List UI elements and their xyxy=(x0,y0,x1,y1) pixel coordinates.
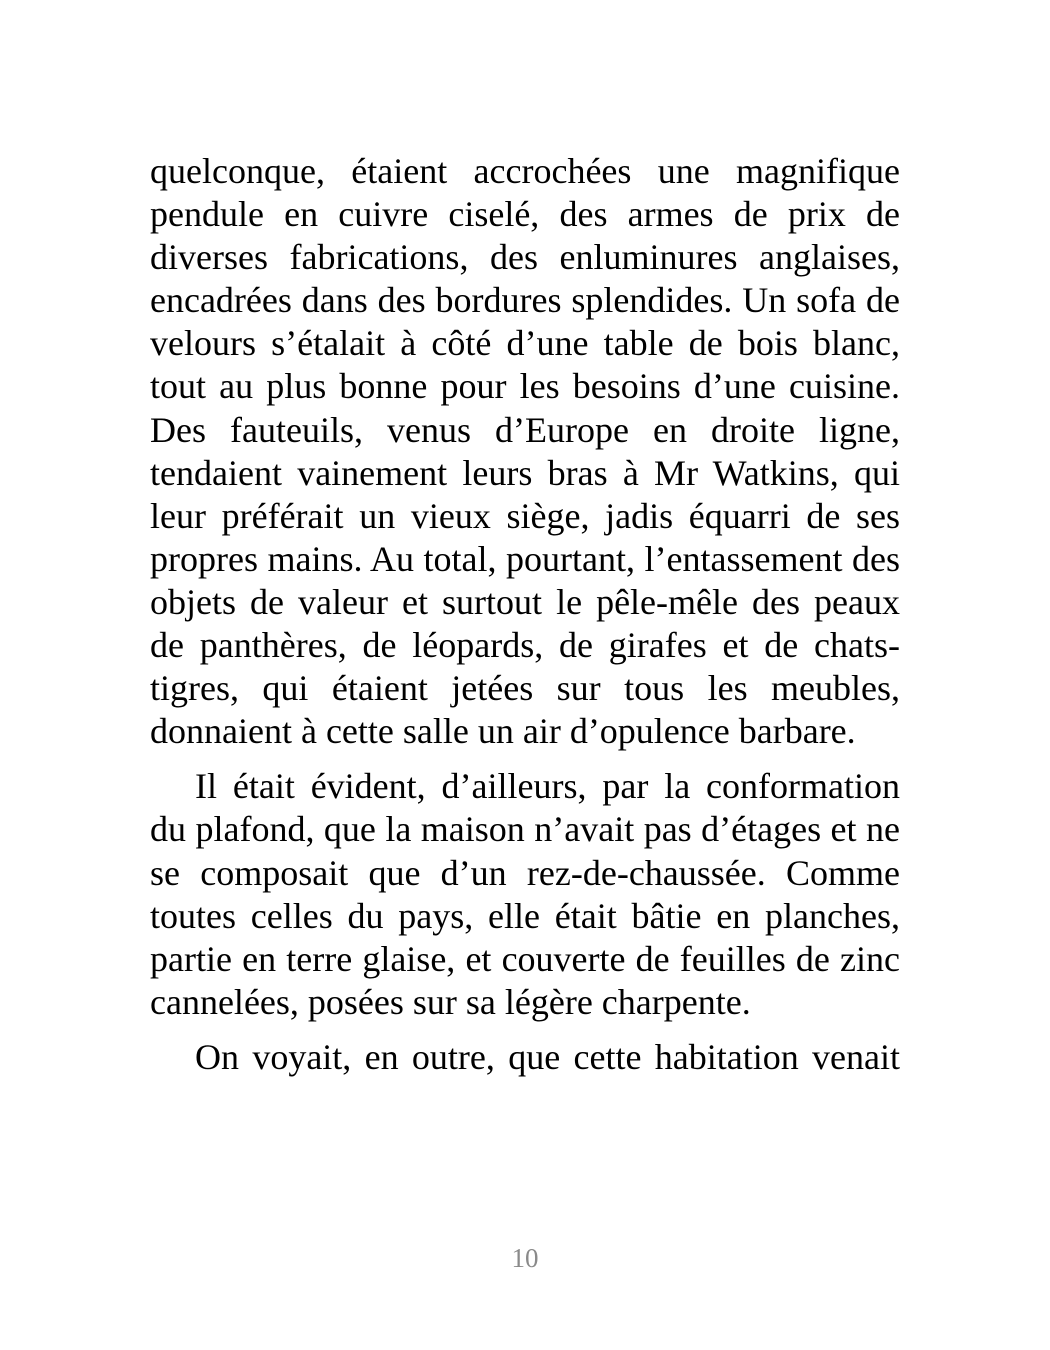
paragraph-3: On voyait, en outre, que cette habitation venait xyxy=(195,1036,900,1077)
paragraph-1: quelconque, étaient accrochées une magnifique pendule en cuivre ciselé, des armes de prix de diverses fabrications, des enluminures anglaises, encadrées dans des bordures splendides. Un sofa de velours s’étalait à côté d’une table de bois blanc, tout au plus bonne pour les besoins d’une cuisine. Des fauteuils, venus d’Europe en droite ligne, tendaient vainement leurs bras à Mr Watkins, qui leur préférait un vieux siège, jadis équarri de ses propres mains. Au total, pourtant, l’entassement des objets de valeur et surtout le pêle-mêle des peaux de panthères, de léopards, de girafes et de chats-tigres, qui étaient jetées sur tous les meubles, donnaient à cette salle un air d’opulence barbare. xyxy=(150,151,900,752)
paragraph-2: Il était évident, d’ailleurs, par la conformation du plafond, que la maison n’avait pas d’étages et ne se composait que d’un rez-de-chaussée. Comme toutes celles du pays, elle était bâtie en planches, partie en terre glaise, et couverte de feuilles de zinc cannelées, posées sur sa légère charpente. xyxy=(150,766,900,1022)
page-number: 10 xyxy=(511,1243,539,1273)
body-text xyxy=(150,150,900,1079)
